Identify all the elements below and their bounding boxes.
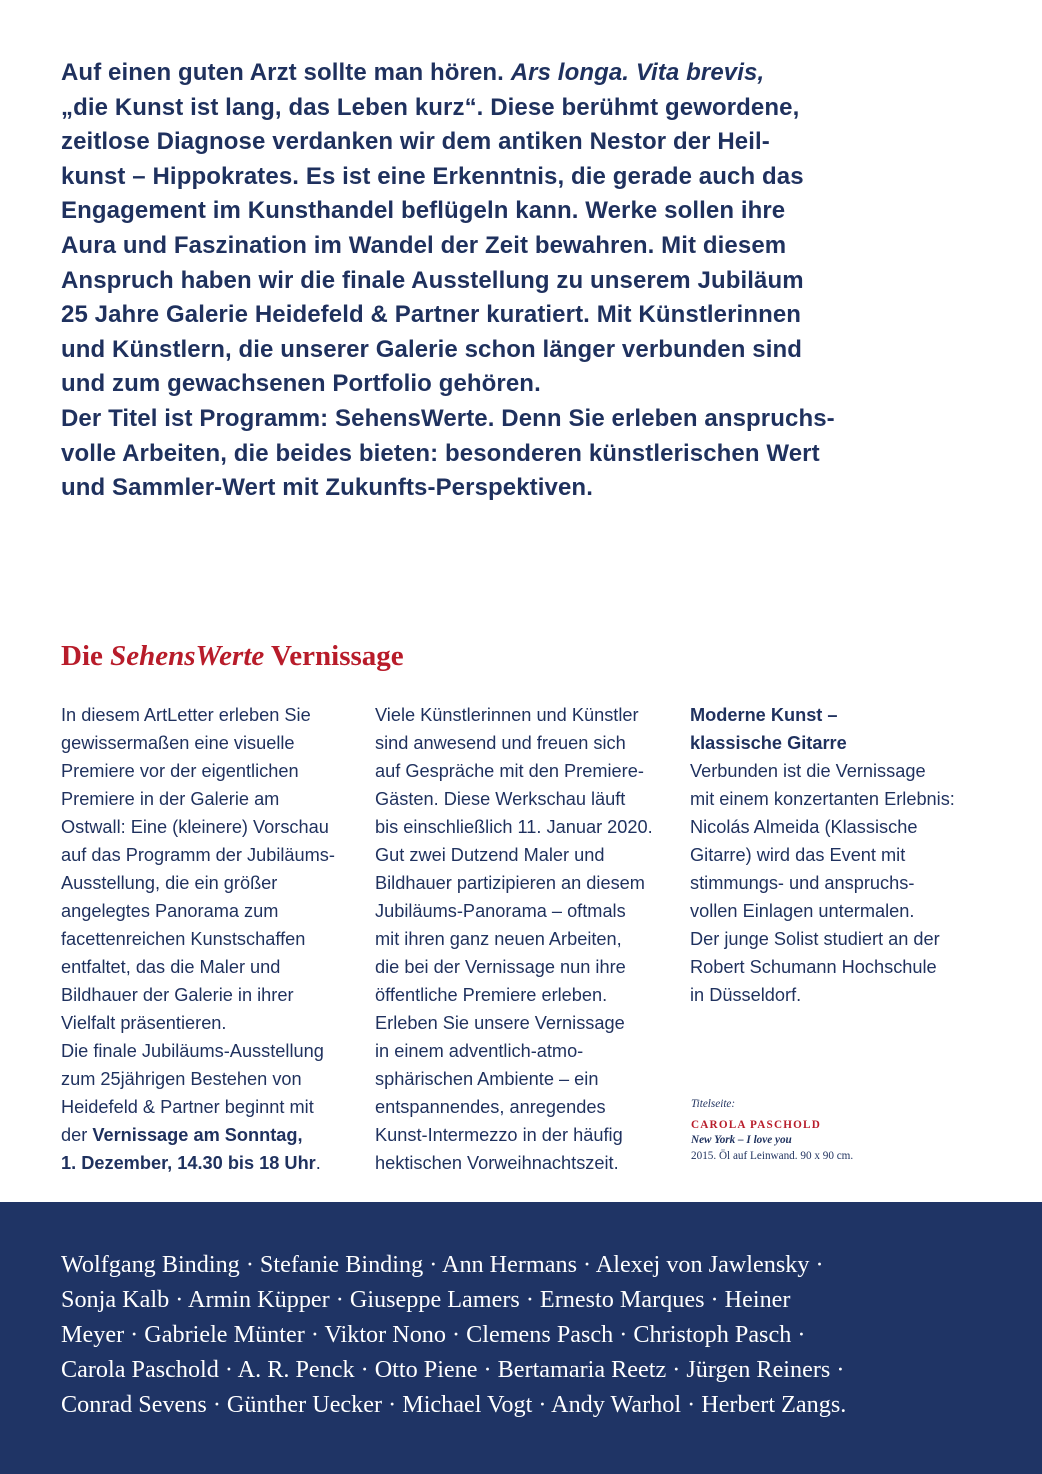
- column-line: Bildhauer der Galerie in ihrer: [61, 985, 294, 1005]
- column-line: Gästen. Diese Werkschau läuft: [375, 789, 626, 809]
- column-heading: klassische Gitarre: [690, 733, 847, 753]
- artist-list-line: Carola Paschold · A. R. Penck · Otto Piene · Bertamaria Reetz · Jürgen Reiners ·: [61, 1356, 845, 1383]
- column-line: Nicolás Almeida (Klassische: [690, 817, 918, 837]
- column-line: bis einschließlich 11. Januar 2020.: [375, 817, 653, 837]
- column-preview: [61, 701, 351, 1177]
- column-line: stimmungs- und anspruchs-: [690, 873, 915, 893]
- column-line: Premiere in der Galerie am: [61, 789, 280, 809]
- column-line: In diesem ArtLetter erleben Sie: [61, 705, 311, 725]
- intro-line: 25 Jahre Galerie Heidefeld & Partner kuratiert. Mit Künstlerinnen: [61, 301, 802, 329]
- column-guitar: [690, 701, 990, 1009]
- column-line: entspannendes, anregendes: [375, 1097, 606, 1117]
- column-line: entfaltet, das die Maler und: [61, 957, 281, 977]
- column-line: öffentliche Premiere erleben.: [375, 985, 608, 1005]
- column-line: Viele Künstlerinnen und Künstler: [375, 705, 639, 725]
- intro-line: und zum gewachsenen Portfolio gehören.: [61, 370, 541, 398]
- column-heading: Moderne Kunst –: [690, 705, 838, 725]
- cover-caption: [691, 1097, 853, 1164]
- column-line: Gitarre) wird das Event mit: [690, 845, 906, 865]
- column-line: mit einem konzertanten Erlebnis:: [690, 789, 955, 809]
- intro-line: Auf einen guten Arzt sollte man hören. Ars longa. Vita brevis,: [61, 59, 765, 86]
- intro-line: Anspruch haben wir die finale Ausstellung zu unserem Jubiläum: [61, 266, 804, 294]
- column-line: hektischen Vorweihnachtszeit.: [375, 1153, 619, 1173]
- column-line: facettenreichen Kunstschaffen: [61, 929, 306, 949]
- column-line: Verbunden ist die Vernissage: [690, 761, 926, 781]
- column-line: Jubiläums-Panorama – oftmals: [375, 901, 626, 921]
- section-title: Die SehensWerte Vernissage: [61, 640, 404, 672]
- column-line: Robert Schumann Hochschule: [690, 957, 937, 977]
- column-line: Erleben Sie unsere Vernissage: [375, 1013, 625, 1033]
- intro-line: kunst – Hippokrates. Es ist eine Erkenntnis, die gerade auch das: [61, 162, 804, 190]
- caption-label: Titelseite:: [691, 1098, 736, 1110]
- artist-list: [61, 1247, 961, 1422]
- column-line: angelegtes Panorama zum: [61, 901, 279, 921]
- column-line: Die finale Jubiläums-Ausstellung: [61, 1041, 324, 1061]
- column-line: Premiere vor der eigentlichen: [61, 761, 299, 781]
- column-line: Heidefeld & Partner beginnt mit: [61, 1097, 314, 1117]
- column-line: Gut zwei Dutzend Maler und: [375, 845, 605, 865]
- column-line: vollen Einlagen untermalen.: [690, 901, 915, 921]
- column-line: mit ihren ganz neuen Arbeiten,: [375, 929, 622, 949]
- artist-list-line: Wolfgang Binding · Stefanie Binding · Ann Hermans · Alexej von Jawlensky ·: [61, 1251, 824, 1278]
- intro-line: volle Arbeiten, die beides bieten: besonderen künstlerischen Wert: [61, 439, 820, 467]
- column-line: der Vernissage am Sonntag,: [61, 1125, 303, 1145]
- column-line: sphärischen Ambiente – ein: [375, 1069, 599, 1089]
- column-line: sind anwesend und freuen sich: [375, 733, 626, 753]
- column-artists-present: [375, 701, 665, 1177]
- column-line: gewissermaßen eine visuelle: [61, 733, 295, 753]
- caption-work-title: New York – I love you: [691, 1134, 792, 1146]
- intro-line: Aura und Faszination im Wandel der Zeit bewahren. Mit diesem: [61, 231, 787, 259]
- intro-paragraph: [61, 56, 911, 506]
- intro-line: und Künstlern, die unserer Galerie schon länger verbunden sind: [61, 335, 803, 363]
- vernissage-date: 1. Dezember, 14.30 bis 18 Uhr.: [61, 1153, 321, 1173]
- column-line: die bei der Vernissage nun ihre: [375, 957, 626, 977]
- artist-list-line: Meyer · Gabriele Münter · Viktor Nono · Clemens Pasch · Christoph Pasch ·: [61, 1321, 806, 1348]
- column-line: Vielfalt präsentieren.: [61, 1013, 227, 1033]
- intro-line: und Sammler-Wert mit Zukunfts-Perspektiven.: [61, 474, 593, 502]
- column-line: Der junge Solist studiert an der: [690, 929, 940, 949]
- column-line: Ostwall: Eine (kleinere) Vorschau: [61, 817, 329, 837]
- column-line: zum 25jährigen Bestehen von: [61, 1069, 302, 1089]
- caption-artist: CAROLA PASCHOLD: [691, 1118, 821, 1131]
- caption-details: 2015. Öl auf Leinwand. 90 x 90 cm.: [691, 1149, 854, 1162]
- column-line: Kunst-Intermezzo in der häufig: [375, 1125, 623, 1145]
- intro-line: zeitlose Diagnose verdanken wir dem antiken Nestor der Heil-: [61, 128, 770, 156]
- column-line: in Düsseldorf.: [690, 985, 802, 1005]
- column-line: auf Gespräche mit den Premiere-: [375, 761, 644, 781]
- intro-line: „die Kunst ist lang, das Leben kurz“. Diese berühmt gewordene,: [61, 93, 800, 121]
- intro-line: Engagement im Kunsthandel beflügeln kann. Werke sollen ihre: [61, 197, 786, 225]
- column-line: auf das Programm der Jubiläums-: [61, 845, 335, 865]
- artist-list-line: Conrad Sevens · Günther Uecker · Michael Vogt · Andy Warhol · Herbert Zangs.: [61, 1391, 847, 1418]
- column-line: in einem adventlich-atmo-: [375, 1041, 584, 1061]
- column-line: Bildhauer partizipieren an diesem: [375, 873, 645, 893]
- intro-line: Der Titel ist Programm: SehensWerte. Denn Sie erleben anspruchs-: [61, 404, 835, 432]
- column-line: Ausstellung, die ein größer: [61, 873, 278, 893]
- artist-list-line: Sonja Kalb · Armin Küpper · Giuseppe Lamers · Ernesto Marques · Heiner: [61, 1286, 791, 1313]
